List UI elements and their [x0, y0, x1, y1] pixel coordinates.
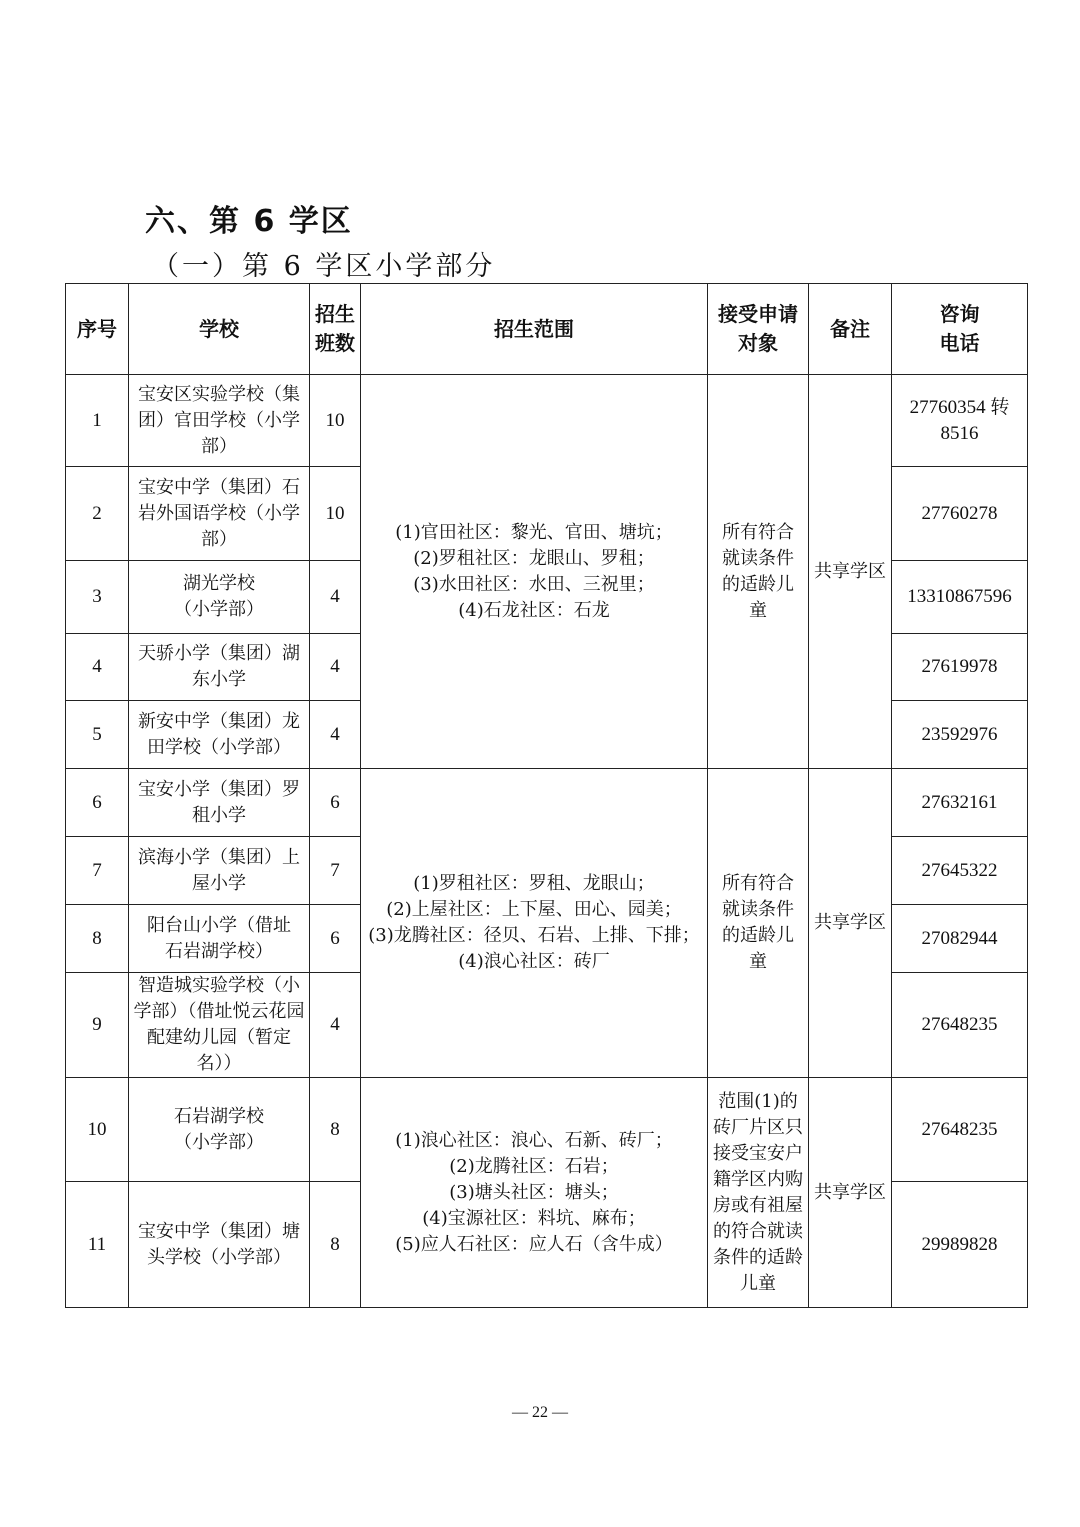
- classes-cell: 4: [310, 701, 361, 769]
- seq-cell: 3: [66, 561, 129, 634]
- enrollment-table: [65, 283, 1028, 1308]
- phone-cell: 23592976: [892, 701, 1028, 769]
- header-phone: 咨询电话: [892, 284, 1028, 375]
- subsection-heading: （一）第 6 学区小学部分: [152, 251, 496, 282]
- seq-cell: 7: [66, 837, 129, 905]
- table-row: [66, 375, 1028, 467]
- school-cell: 宝安中学（集团）塘头学校（小学部）: [129, 1182, 310, 1308]
- seq-cell: 6: [66, 769, 129, 837]
- classes-cell: 8: [310, 1182, 361, 1308]
- phone-cell: 29989828: [892, 1182, 1028, 1308]
- classes-cell: 4: [310, 634, 361, 701]
- range-line: (1)罗租社区：罗租、龙眼山；: [413, 873, 655, 894]
- seq-cell: 4: [66, 634, 129, 701]
- header-range: 招生范围: [361, 284, 708, 375]
- range-line: (1)官田社区：黎光、官田、塘坑；: [395, 521, 673, 543]
- page-number: — 22 —: [512, 1404, 568, 1421]
- school-cell: 宝安小学（集团）罗租小学: [129, 769, 310, 837]
- phone-cell: 27632161: [892, 769, 1028, 837]
- seq-cell: 2: [66, 467, 129, 561]
- seq-cell: 5: [66, 701, 129, 769]
- range-line: (3)龙腾社区：径贝、石岩、上排、下排；: [368, 925, 700, 946]
- remark-cell: 共享学区: [809, 1078, 892, 1308]
- range-line: (4)浪心社区：砖厂: [458, 951, 610, 972]
- phone-cell: 27082944: [892, 905, 1028, 973]
- range-line: (4)宝源社区：料坑、麻布；: [422, 1207, 646, 1229]
- classes-cell: 6: [310, 905, 361, 973]
- school-cell: 湖光学校（小学部）: [129, 561, 310, 634]
- header-seq: 序号: [66, 284, 129, 375]
- target-cell: 范围(1)的砖厂片区只接受宝安户籍学区内购房或有祖屋的符合就读条件的适龄儿童: [708, 1078, 809, 1308]
- range-cell: [361, 375, 708, 769]
- phone-cell: 13310867596: [892, 561, 1028, 634]
- school-cell: 宝安中学（集团）石岩外国语学校（小学部）: [129, 467, 310, 561]
- range-line: (2)罗租社区：龙眼山、罗租；: [413, 547, 655, 569]
- seq-cell: 9: [66, 973, 129, 1078]
- classes-cell: 6: [310, 769, 361, 837]
- header-target: 接受申请对象: [708, 284, 809, 375]
- phone-cell: 27648235: [892, 1078, 1028, 1182]
- classes-cell: 7: [310, 837, 361, 905]
- classes-cell: 4: [310, 973, 361, 1078]
- phone-cell: 27760354 转8516: [892, 375, 1028, 467]
- range-line: (2)上屋社区：上下屋、田心、园美；: [386, 899, 682, 920]
- header-school: 学校: [129, 284, 310, 375]
- phone-cell: 27619978: [892, 634, 1028, 701]
- classes-cell: 10: [310, 375, 361, 467]
- school-cell: 宝安区实验学校（集团）官田学校（小学部）: [129, 375, 310, 467]
- table-row: [66, 769, 1028, 837]
- classes-cell: 4: [310, 561, 361, 634]
- remark-cell: 共享学区: [809, 375, 892, 769]
- target-cell: 所有符合就读条件的适龄儿童: [708, 769, 809, 1078]
- school-cell: 阳台山小学（借址石岩湖学校）: [129, 905, 310, 973]
- range-line: (4)石龙社区：石龙: [458, 599, 610, 621]
- range-cell: [361, 1078, 708, 1308]
- section-heading: 六、第 6 学区: [145, 204, 353, 239]
- school-cell: 智造城实验学校（小学部）（借址悦云花园配建幼儿园（暂定名））: [129, 973, 310, 1078]
- target-cell: 所有符合就读条件的适龄儿童: [708, 375, 809, 769]
- phone-cell: 27760278: [892, 467, 1028, 561]
- seq-cell: 8: [66, 905, 129, 973]
- range-line: (2)龙腾社区：石岩；: [449, 1155, 619, 1177]
- seq-cell: 11: [66, 1182, 129, 1308]
- remark-cell: 共享学区: [809, 769, 892, 1078]
- range-line: (3)塘头社区：塘头；: [449, 1181, 619, 1203]
- range-line: (5)应人石社区：应人石（含牛成）: [395, 1233, 673, 1255]
- range-cell: [361, 769, 708, 1078]
- table-row: [66, 1078, 1028, 1182]
- classes-cell: 10: [310, 467, 361, 561]
- school-cell: 石岩湖学校（小学部）: [129, 1078, 310, 1182]
- table-header-row: [66, 284, 1028, 375]
- phone-cell: 27645322: [892, 837, 1028, 905]
- classes-cell: 8: [310, 1078, 361, 1182]
- header-classes: 招生班数: [310, 284, 361, 375]
- range-line: (1)浪心社区：浪心、石新、砖厂；: [395, 1129, 673, 1151]
- seq-cell: 1: [66, 375, 129, 467]
- school-cell: 滨海小学（集团）上屋小学: [129, 837, 310, 905]
- range-line: (3)水田社区：水田、三祝里；: [413, 573, 655, 595]
- school-cell: 天骄小学（集团）湖东小学: [129, 634, 310, 701]
- header-remark: 备注: [809, 284, 892, 375]
- school-cell: 新安中学（集团）龙田学校（小学部）: [129, 701, 310, 769]
- seq-cell: 10: [66, 1078, 129, 1182]
- phone-cell: 27648235: [892, 973, 1028, 1078]
